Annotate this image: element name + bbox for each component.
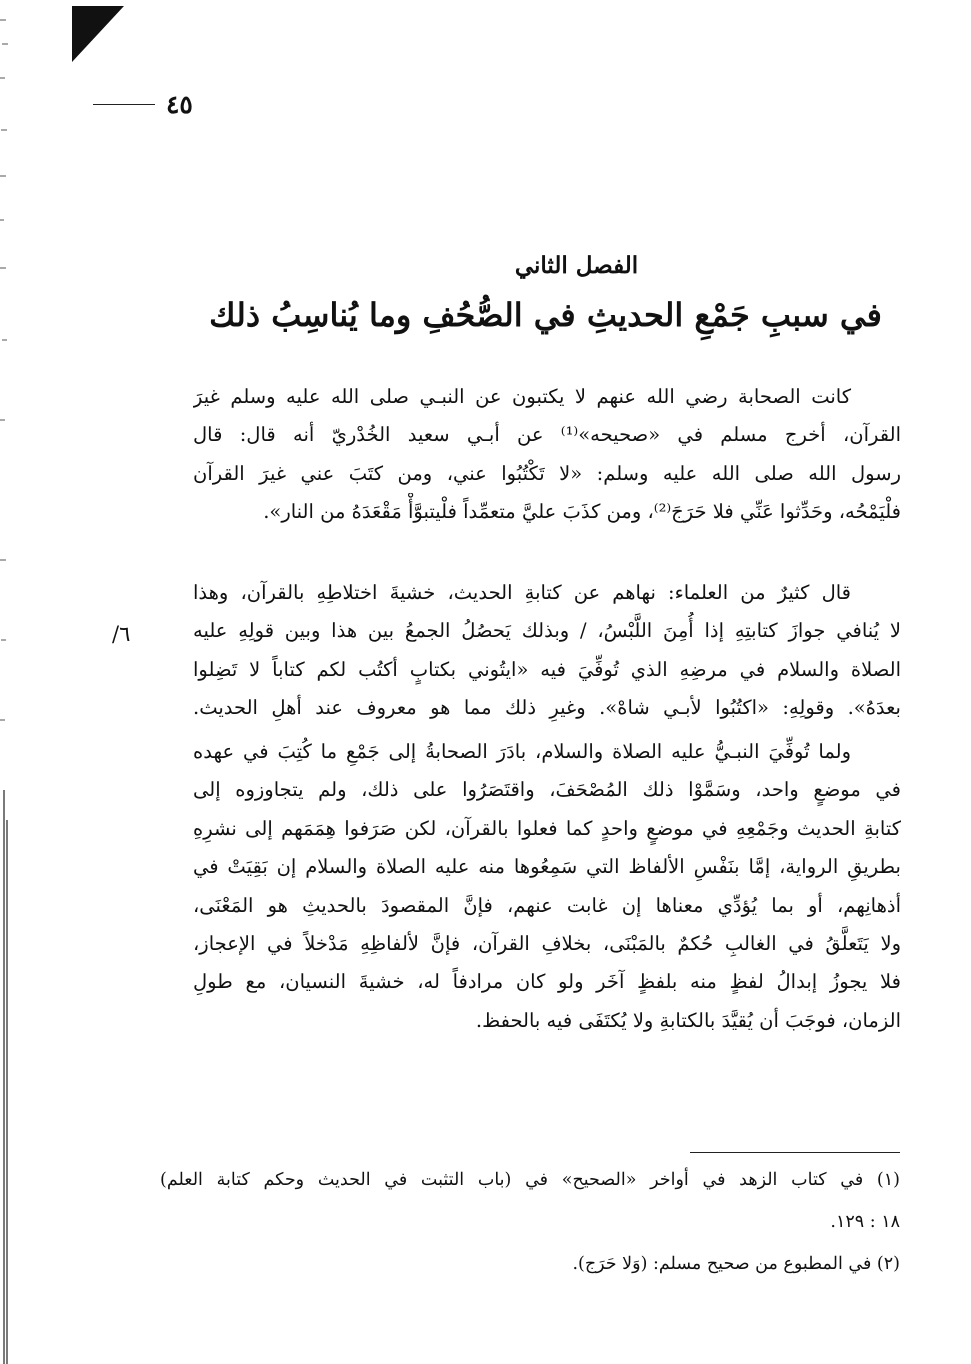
scan-edge-artifacts: [0, 0, 12, 1364]
paragraph-2: [193, 574, 901, 728]
page-number: ٤٥: [166, 90, 193, 119]
text-line: ولما تُوفِّيَ النبـيُّ عليه الصلاة والسلام، بادَرَ الصحابةُ إلى جَمْعِ ما كُتِبَ في عهده: [193, 740, 851, 763]
text-line: فلْيَمْحُه، وحَدِّثوا عَنِّي فلا حَرَجَ⁽²⁾، ومن كذَبَ عليَّ متعمِّداً فلْيتبوَّأْ مَقْعَدَهُ من النار».: [263, 500, 901, 524]
text-line: لا يُنافي جوازَ كتابتِهِ إذا أُمِنَ اللَّبْسُ، / وبذلك يَحصُلُ الجمعُ بين هذا وبين قولِهِ عليه: [193, 619, 901, 643]
footnote-line: (٢) في المطبوع من صحيح مسلم: (وَلا حَرَج).: [572, 1254, 900, 1274]
text-line: كتابةِ الحديث وجَمْعِهِ في موضعٍ واحدٍ كما فعلوا بالقرآن، لكن صَرَفوا هِمَمَهم إلى نشرِهِ: [193, 816, 901, 840]
footnote-1: [160, 1163, 900, 1197]
chapter-title: في سببِ جَمْعِ الحديثِ في الصُّحُفِ وما يُناسِبُ ذلك: [209, 296, 882, 334]
text-line: أذهانِهم، أو بما يُؤدِّي معناها إن غابت عنهم، فإنَّ المقصودَ بالحديثِ هو المَعْنَى،: [193, 893, 901, 917]
footnote-line: ١٨ : ١٢٩.: [830, 1212, 900, 1232]
text-line: القرآن، أخرج مسلم في «صحيحه»⁽¹⁾ عن أبـي سعيد الخُدْريّ أنه قال: قال: [193, 423, 901, 447]
text-line: الصلاة والسلام في مرضِهِ الذي تُوفِّيَ فيه «ايتُوني بكتابٍ أكتُب لكم كتاباً لا تَضِلوا: [193, 657, 901, 681]
text-line: في موضعٍ واحد، وسَمَّوْا ذلك المُصْحَفَ، واقتَصَرُوا على ذلك، ولم يتجاوزوه إلى: [193, 778, 901, 802]
margin-page-reference: ٦/: [112, 622, 131, 646]
header-rule: [93, 104, 155, 105]
paragraph-3: [193, 733, 901, 1040]
corner-triangle-mark: [72, 6, 124, 62]
text-line: بعدَهُ». وقولِهِ: «اكتُبُوا لأبـي شاهْ». وغيرِ ذلك مما هو معروف عند أهلِ الحديث.: [193, 696, 901, 720]
footnote-2: [160, 1247, 900, 1281]
footnote-line: (١) في كتاب الزهد في أواخر «الصحيح» في (باب التثبت في الحديث وحكم كتابة العلم): [160, 1170, 900, 1190]
text-line: بطريقِ الرواية، إمَّا بنَفْسِ الألفاظ التي سَمِعُوها منه عليه الصلاة والسلام إن بَقِيَتْ في: [193, 855, 901, 879]
text-line: فلا يجوزُ إبدالُ لفظٍ منه بلفظٍ آخَر ولو كان مرادفاً له، خشيةَ النسيان، مع طولِ: [193, 970, 901, 994]
text-line: كانت الصحابة رضي الله عنهم لا يكتبون عن النبـي صلى الله عليه وسلم غيرَ: [193, 385, 851, 408]
text-line: ولا يَتَعلَّقُ في الغالبِ حُكمٌ بالمَبْنَى، بخلافِ القرآن، فإنَّ لألفاظِهِ مَدْخلاً في الإعجاز،: [193, 931, 901, 955]
text-line: رسول الله صلى الله عليه وسلم: «لا تَكْتُبُوا عني، ومن كتَبَ عني غيرَ القرآن: [193, 461, 901, 485]
footnote-1-continuation: [160, 1205, 900, 1239]
chapter-label: الفصل الثاني: [514, 252, 639, 279]
text-line: قال كثيرٌ من العلماء: نهاهم عن كتابةِ الحديث، خشيةَ اختلاطِهِ بالقرآن، وهذا: [193, 581, 851, 604]
text-line: الزمان، فوجَبَ أن يُقيَّدَ بالكتابةِ ولا يُكتَفَى فيه بالحفظ.: [475, 1008, 901, 1032]
paragraph-1: [193, 378, 901, 532]
footnote-rule: [690, 1152, 900, 1153]
